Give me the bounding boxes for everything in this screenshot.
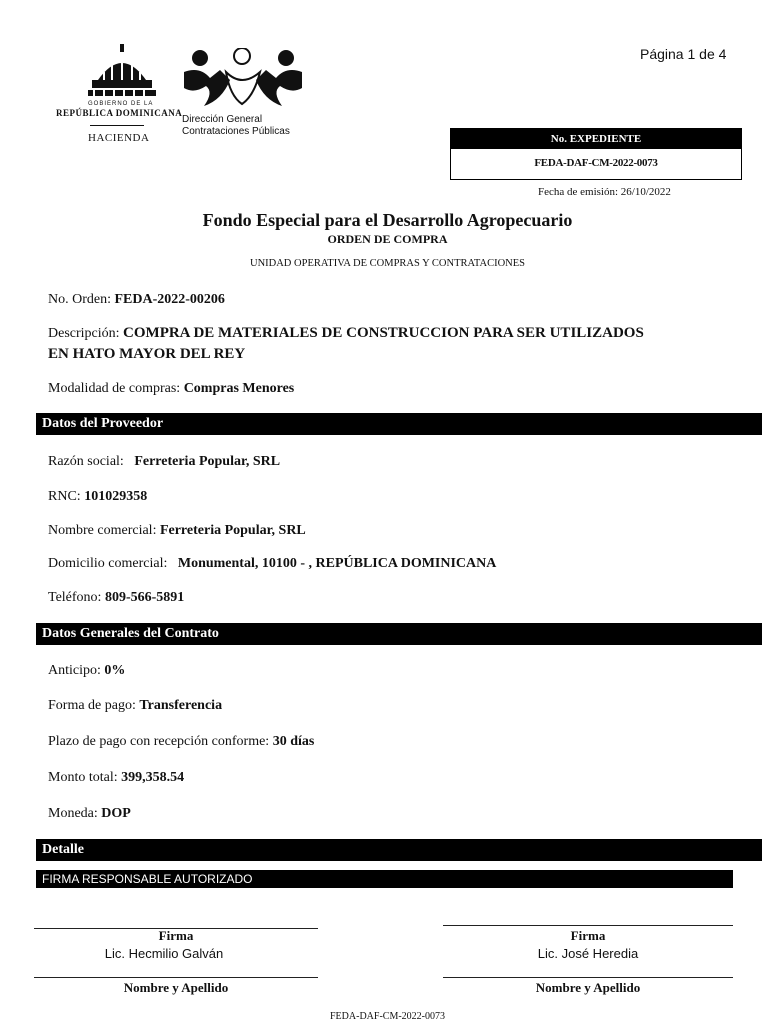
anticipo-value: 0% [104, 663, 126, 678]
telefono-field [48, 590, 184, 606]
anticipo-label: Anticipo: [48, 663, 105, 678]
signature-caption-right: Nombre y Apellido [535, 980, 641, 995]
razon-social-field [48, 454, 280, 470]
dgcp-text-line1: Dirección General [182, 114, 263, 125]
signature-name-right: Lic. José Heredia [537, 946, 639, 961]
expediente-value: FEDA-DAF-CM-2022-0073 [534, 157, 658, 169]
moneda-value: DOP [101, 806, 131, 821]
organization-title: Fondo Especial para el Desarrollo Agropecuario [202, 210, 573, 230]
signature-line-right [443, 925, 733, 926]
gov-ministry-text: HACIENDA [88, 132, 150, 144]
razon-social-value: Ferreteria Popular, SRL [134, 454, 281, 469]
description-field [48, 325, 644, 342]
palace-dome-icon [82, 42, 162, 102]
signature-caption-left: Nombre y Apellido [123, 980, 229, 995]
page-number: Página 1 de 4 [640, 46, 727, 62]
moneda-label: Moneda: [48, 806, 102, 821]
signature-name-left: Lic. Hecmilio Galván [104, 946, 224, 961]
expediente-header: No. EXPEDIENTE [451, 129, 741, 149]
description-label: Descripción: [48, 326, 124, 341]
gov-small-text: GOBIERNO DE LA [88, 101, 154, 107]
footer-reference: FEDA-DAF-CM-2022-0073 [330, 1011, 445, 1022]
signature-label-left: Firma [158, 928, 194, 943]
name-line-left [34, 977, 318, 978]
order-number-label: No. Orden: [48, 292, 115, 307]
plazo-pago-label: Plazo de pago con recepción conforme: [48, 734, 273, 749]
detail-section-header: Detalle [36, 839, 762, 861]
modality-label: Modalidad de compras: [48, 381, 184, 396]
order-number-value: FEDA-2022-00206 [114, 292, 225, 307]
plazo-pago-value: 30 días [272, 734, 315, 749]
anticipo-field [48, 663, 125, 679]
supplier-section-header: Datos del Proveedor [36, 413, 762, 435]
telefono-label: Teléfono: [48, 590, 105, 605]
monto-total-value: 399,358.54 [121, 770, 185, 785]
contract-section-header: Datos Generales del Contrato [36, 623, 762, 645]
expediente-box [450, 128, 742, 180]
signatures-section-header: FIRMA RESPONSABLE AUTORIZADO [36, 870, 733, 888]
emission-date: Fecha de emisión: 26/10/2022 [538, 186, 671, 198]
nombre-comercial-label: Nombre comercial: [48, 523, 160, 538]
rnc-label: RNC: [48, 489, 85, 504]
gov-country-text: REPÚBLICA DOMINICANA [56, 108, 183, 118]
forma-pago-field [48, 698, 222, 714]
razon-social-label: Razón social: [48, 454, 124, 469]
government-logo [56, 42, 183, 152]
description-field-line2 [48, 346, 245, 363]
description-line1: COMPRA DE MATERIALES DE CONSTRUCCION PARA SER UTILIZADOS [123, 325, 644, 341]
dgcp-text-line2: Contrataciones Públicas [182, 126, 290, 137]
telefono-value: 809-566-5891 [104, 590, 185, 605]
domicilio-label: Domicilio comercial: [48, 556, 168, 571]
modality-value: Compras Menores [183, 381, 295, 396]
forma-pago-value: Transferencia [139, 698, 223, 713]
description-line2: EN HATO MAYOR DEL REY [48, 346, 246, 362]
forma-pago-label: Forma de pago: [48, 698, 140, 713]
dgcp-logo [180, 48, 320, 143]
logo-divider [90, 125, 144, 126]
signature-label-right: Firma [570, 928, 606, 943]
domicilio-field [48, 556, 496, 572]
rnc-value: 101029358 [84, 489, 148, 504]
plazo-pago-field [48, 734, 314, 750]
domicilio-value: Monumental, 10100 - , REPÚBLICA DOMINICANA [177, 556, 497, 571]
people-chain-icon [180, 48, 306, 110]
monto-total-field [48, 770, 184, 786]
operative-unit: UNIDAD OPERATIVA DE COMPRAS Y CONTRATACIONES [249, 258, 525, 269]
monto-total-label: Monto total: [48, 770, 122, 785]
modality-field [48, 381, 294, 397]
order-number-field [48, 292, 225, 308]
nombre-comercial-field [48, 523, 306, 539]
document-type: ORDEN DE COMPRA [327, 232, 448, 246]
rnc-field [48, 489, 147, 505]
nombre-comercial-value: Ferreteria Popular, SRL [159, 523, 306, 538]
moneda-field [48, 806, 131, 822]
name-line-right [443, 977, 733, 978]
